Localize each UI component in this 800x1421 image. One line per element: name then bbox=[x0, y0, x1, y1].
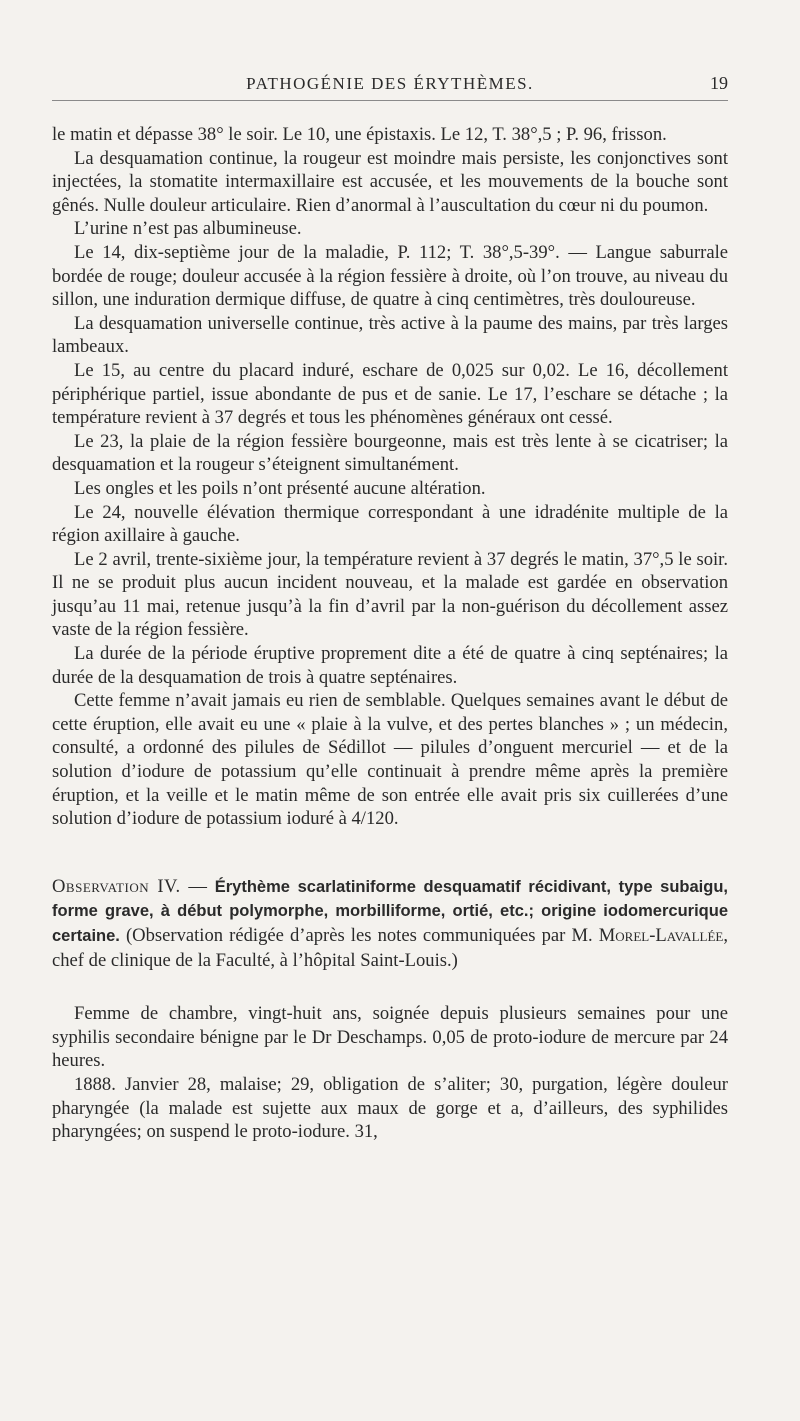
page-body bbox=[52, 123, 728, 1144]
paragraph: Les ongles et les poils n’ont présenté aucune altération. bbox=[74, 477, 486, 499]
paragraph: L’urine n’est pas albumineuse. bbox=[74, 218, 302, 240]
observation-note-end: , chef de clinique de la Faculté, à l’hôpital Saint-Louis.) bbox=[52, 925, 728, 971]
paragraph: Cette femme n’avait jamais eu rien de semblable. Quelques semaines avant le début de cette éruption, elle avait eu une « plaie à la vulve, et des pertes blanches » ; un médecin, consulté, a ordonné des pilules de Sédillot — pilules d’onguent mercuriel — et de la solution d’iodure de potassium qu’elle continuait à prendre même après la première éruption, et la veille et le matin même de son entrée elle avait pris six cuillerées d’une solution d’iodure de potassium ioduré à 4/120. bbox=[52, 690, 728, 830]
page-number: 19 bbox=[710, 73, 728, 93]
paragraph: Femme de chambre, vingt-huit ans, soignée depuis plusieurs semaines pour une syphilis secondaire bénigne par le Dr Deschamps. 0,05 de proto-iodure de mercure par 24 heures. bbox=[52, 1003, 728, 1072]
paragraph: La durée de la période éruptive proprement dite a été de quatre à cinq septénaires; la durée de la desquamation de trois à quatre septénaires. bbox=[52, 643, 728, 688]
observation-title: Érythème scarlatiniforme desquamatif récidivant, type subaigu, forme grave, à début polymorphe, morbilliforme, ortié, etc.; origine iodomercurique certaine. bbox=[52, 877, 729, 945]
paragraph: 1888. Janvier 28, malaise; 29, obligation de s’aliter; 30, purgation, légère douleur pharyngée (la malade est sujette aux maux de gorge et a, d’ailleurs, des syphilides pharyngées; on suspend le proto-iodure. 31, bbox=[52, 1073, 728, 1143]
paragraph: le matin et dépasse 38° le soir. Le 10, une épistaxis. Le 12, T. 38°,5 ; P. 96, frisson. bbox=[52, 124, 667, 145]
paragraph: Le 14, dix-septième jour de la maladie, P. 112; T. 38°,5-39°. — Langue saburrale bordée de rouge; douleur accusée à la région fessière à droite, où l’on trouve, au niveau du sillon, une induration dermique diffuse, de quatre à cinq centimètres, très douloureuse. bbox=[52, 241, 728, 311]
observation-number: Observation IV. bbox=[52, 875, 181, 897]
paragraph: La desquamation continue, la rougeur est moindre mais persiste, les conjonctives sont injectées, la stomatite intermaxillaire est accusée, et les mouvements de la bouche sont gênés. Nulle douleur articulaire. Rien d’anormal à l’auscultation du cœur ni du poumon. bbox=[52, 147, 728, 216]
running-title: PATHOGÉNIE DES ÉRYTHÈMES. bbox=[246, 74, 534, 93]
paragraph: Le 24, nouvelle élévation thermique correspondant à une idradénite multiple de la région axillaire à gauche. bbox=[52, 501, 728, 547]
paragraph: Le 2 avril, trente-sixième jour, la température revient à 37 degrés le matin, 37°,5 le soir. Il ne se produit plus aucun incident nouveau, et la malade est gardée en observation jusqu’au 11 mai, retenue jusqu’à la fin d’avril par la non-guérison du décollement assez vaste de la région fessière. bbox=[52, 548, 728, 641]
observation-author: Morel-Lavallée bbox=[598, 925, 724, 946]
observation-dash: — bbox=[180, 875, 215, 897]
paragraph: Le 15, au centre du placard induré, eschare de 0,025 sur 0,02. Le 16, décollement périphérique partiel, issue abondante de pus et de sanie. Le 17, l’eschare se détache ; la température revient à 37 degrés et tous les phénomènes généraux ont cessé. bbox=[52, 359, 728, 429]
paragraph: Le 23, la plaie de la région fessière bourgeonne, mais est très lente à se cicatriser; la desquamation et la rougeur s’éteignent simultanément. bbox=[52, 430, 728, 476]
paragraph: La desquamation universelle continue, très active à la paume des mains, par très larges lambeaux. bbox=[52, 312, 728, 358]
page-header bbox=[52, 62, 728, 101]
observation-note: (Observation rédigée d’après les notes communiquées par M. bbox=[119, 925, 599, 946]
observation-heading bbox=[52, 875, 728, 972]
book-page bbox=[52, 62, 728, 1144]
